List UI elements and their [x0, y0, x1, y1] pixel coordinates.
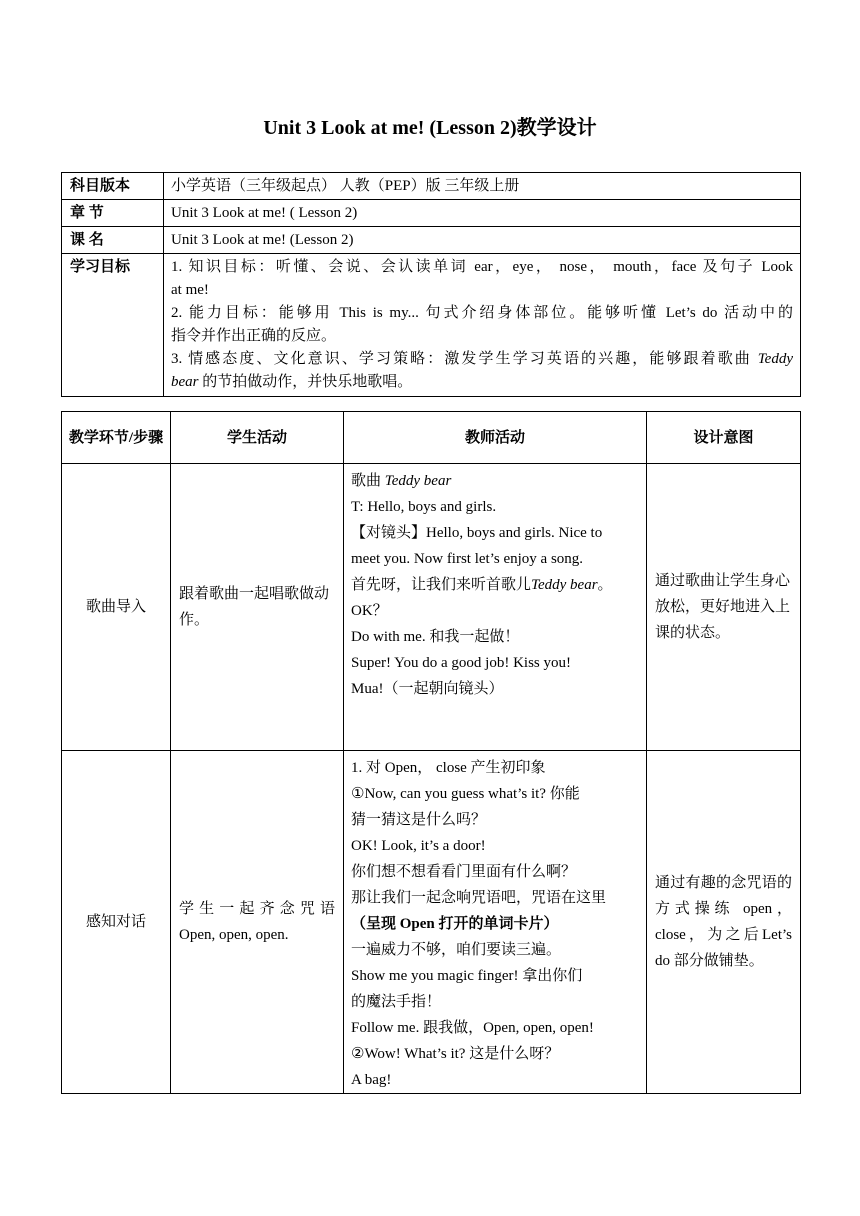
goal-line: 2. 能力目标：能够用 This is my... 句式介绍身体部位。能够听懂 Let’s do 活动中的 [171, 305, 793, 321]
step-cell: 感知对话 [62, 751, 171, 1094]
chapter-value: Unit 3 Look at me! ( Lesson 2) [164, 200, 801, 227]
goal-line: at me! [171, 282, 209, 298]
goal-line: bear 的节拍做动作，并快乐地歌唱。 [171, 374, 413, 390]
header-teacher: 教师活动 [344, 412, 647, 464]
goal-line: 1. 知识目标：听懂、会说、会认读单词 ear，eye， nose， mouth，face 及句子 Look [171, 259, 793, 275]
design-intent: 通过歌曲让学生身心放松，更好地进入上课的状态。 [647, 464, 801, 751]
header-intent: 设计意图 [647, 412, 801, 464]
teacher-activity: 歌曲 Teddy bear T: Hello, boys and girls. 【对镜头】Hello, boys and girls. Nice to meet you. Now first let’s enjoy a song. 首先呀，让我们来听首歌儿Teddy bear。 OK？ Do with me. 和我一起做！ Super! You do a good job! Kiss you! Mua!（一起朝向镜头） [344, 464, 647, 751]
step-cell: 歌曲导入 [62, 464, 171, 751]
info-table [61, 172, 801, 397]
info-row-lesson [62, 227, 801, 254]
info-row-goals [62, 254, 801, 397]
page-title: Unit 3 Look at me! (Lesson 2)教学设计 [263, 117, 597, 139]
goal-line: 3. 情感态度、文化意识、学习策略：激发学生学习英语的兴趣，能够跟着歌曲 Teddy [171, 351, 793, 367]
header-student: 学生活动 [171, 412, 344, 464]
lesson-plan-table [61, 411, 801, 1094]
goal-line: 指令并作出正确的反应。 [171, 328, 337, 344]
plan-row-dialogue [62, 751, 801, 1094]
lesson-value: Unit 3 Look at me! (Lesson 2) [164, 227, 801, 254]
chapter-label: 章 节 [62, 200, 164, 227]
plan-row-song [62, 464, 801, 751]
student-activity: 跟着歌曲一起唱歌做动作。 [171, 464, 344, 751]
subject-value: 小学英语（三年级起点） 人教（PEP）版 三年级上册 [164, 173, 801, 200]
lesson-label: 课 名 [62, 227, 164, 254]
info-row-subject [62, 173, 801, 200]
student-activity: 学生一起齐念咒语 Open, open, open. [171, 751, 344, 1094]
header-step: 教学环节/步骤 [62, 412, 171, 464]
info-row-chapter [62, 200, 801, 227]
design-intent: 通过有趣的念咒语的方式操练 open， close，为之后Let’s do 部分做铺垫。 [647, 751, 801, 1094]
goals-label: 学习目标 [62, 254, 164, 397]
subject-label: 科目版本 [62, 173, 164, 200]
teacher-activity: 1. 对 Open， close 产生初印象 ①Now, can you guess what’s it? 你能 猜一猜这是什么吗？ OK! Look, it’s a door! 你们想不想看看门里面有什么啊？ 那让我们一起念响咒语吧，咒语在这里 （呈现 Open 打开的单词卡片） 一遍威力不够，咱们要读三遍。 Show me you magic finger! 拿出你们 的魔法手指！ Follow me. 跟我做，Open, open, open! ②Wow! What’s it? 这是什么呀？ A bag! [344, 751, 647, 1094]
goals-value [164, 254, 801, 397]
plan-header-row [62, 412, 801, 464]
